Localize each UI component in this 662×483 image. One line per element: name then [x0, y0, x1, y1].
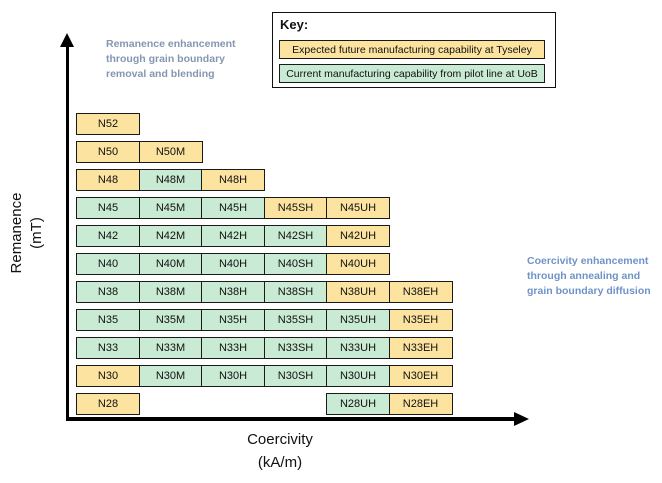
y-axis-label-line1: Remanence	[8, 192, 25, 274]
grade-cell-n42: N42	[76, 225, 140, 247]
legend-key-box	[272, 12, 556, 88]
grade-cell-n28eh: N28EH	[389, 393, 453, 415]
x-axis-label-line1: Coercivity	[247, 431, 313, 448]
grade-cell-n38m: N38M	[139, 281, 203, 303]
grade-cell-n42h: N42H	[201, 225, 265, 247]
grade-cell-n38: N38	[76, 281, 140, 303]
annotation-coercivity-enhancement: Coercivity enhancement through annealing and grain boundary diffusion	[527, 255, 651, 298]
grade-row-n52	[76, 113, 453, 135]
grade-cell-n35: N35	[76, 309, 140, 331]
grade-row-n42	[76, 225, 453, 247]
grade-cell-n40uh: N40UH	[326, 253, 390, 275]
y-axis-line	[66, 46, 69, 418]
grade-cell-n28uh: N28UH	[326, 393, 390, 415]
legend-entry-future: Expected future manufacturing capability at Tyseley	[279, 40, 545, 59]
grade-row-n38	[76, 281, 453, 303]
grade-cell-n38h: N38H	[201, 281, 265, 303]
grid-gap	[140, 393, 326, 415]
legend-entry-current: Current manufacturing capability from pilot line at UoB	[279, 64, 545, 83]
grade-cell-n38eh: N38EH	[389, 281, 453, 303]
x-axis-label-line2: (kA/m)	[257, 454, 303, 471]
grade-cell-n45sh: N45SH	[264, 197, 328, 219]
grade-row-n48	[76, 169, 453, 191]
grade-cell-n33h: N33H	[201, 337, 265, 359]
y-axis-label-line2: (mT)	[28, 217, 45, 249]
grade-cell-n30m: N30M	[139, 365, 203, 387]
grade-cell-n52: N52	[76, 113, 140, 135]
grade-row-n28	[76, 393, 453, 415]
grade-cell-n40h: N40H	[201, 253, 265, 275]
grade-row-n45	[76, 197, 453, 219]
x-axis-arrow-icon	[514, 412, 529, 426]
legend-title: Key:	[280, 17, 309, 32]
grade-cell-n35h: N35H	[201, 309, 265, 331]
grade-cell-n33m: N33M	[139, 337, 203, 359]
x-axis-label	[180, 428, 380, 474]
grade-cell-n45: N45	[76, 197, 140, 219]
grade-cell-n30uh: N30UH	[326, 365, 390, 387]
grade-row-n33	[76, 337, 453, 359]
grade-row-n30	[76, 365, 453, 387]
grade-cell-n33eh: N33EH	[389, 337, 453, 359]
y-axis-label	[7, 158, 49, 308]
grade-cell-n33: N33	[76, 337, 140, 359]
grade-cell-n33uh: N33UH	[326, 337, 390, 359]
grade-cell-n28: N28	[76, 393, 140, 415]
grade-cell-n48m: N48M	[139, 169, 203, 191]
grade-cell-n48h: N48H	[201, 169, 265, 191]
grade-cell-n45m: N45M	[139, 197, 203, 219]
grade-cell-n40: N40	[76, 253, 140, 275]
grade-row-n50	[76, 141, 453, 163]
grade-cell-n45uh: N45UH	[326, 197, 390, 219]
grade-cell-n30: N30	[76, 365, 140, 387]
grade-cell-n38sh: N38SH	[264, 281, 328, 303]
annotation-remanence-enhancement: Remanence enhancement through grain boundary removal and blending	[106, 38, 236, 81]
grade-row-n35	[76, 309, 453, 331]
grade-cell-n40sh: N40SH	[264, 253, 328, 275]
y-axis-arrow-icon	[60, 33, 74, 47]
grade-cell-n42sh: N42SH	[264, 225, 328, 247]
grade-cell-n30sh: N30SH	[264, 365, 328, 387]
grade-cell-n33sh: N33SH	[264, 337, 328, 359]
grade-cell-n35sh: N35SH	[264, 309, 328, 331]
grade-cell-n40m: N40M	[139, 253, 203, 275]
grade-cell-n45h: N45H	[201, 197, 265, 219]
grade-cell-n35uh: N35UH	[326, 309, 390, 331]
grade-cell-n42m: N42M	[139, 225, 203, 247]
grade-cell-n42uh: N42UH	[326, 225, 390, 247]
grade-cell-n30eh: N30EH	[389, 365, 453, 387]
grade-grid	[76, 113, 453, 421]
grade-cell-n50: N50	[76, 141, 140, 163]
grade-row-n40	[76, 253, 453, 275]
grade-cell-n38uh: N38UH	[326, 281, 390, 303]
grade-cell-n35eh: N35EH	[389, 309, 453, 331]
grade-cell-n35m: N35M	[139, 309, 203, 331]
grade-cell-n48: N48	[76, 169, 140, 191]
grade-cell-n50m: N50M	[139, 141, 203, 163]
grade-cell-n30h: N30H	[201, 365, 265, 387]
